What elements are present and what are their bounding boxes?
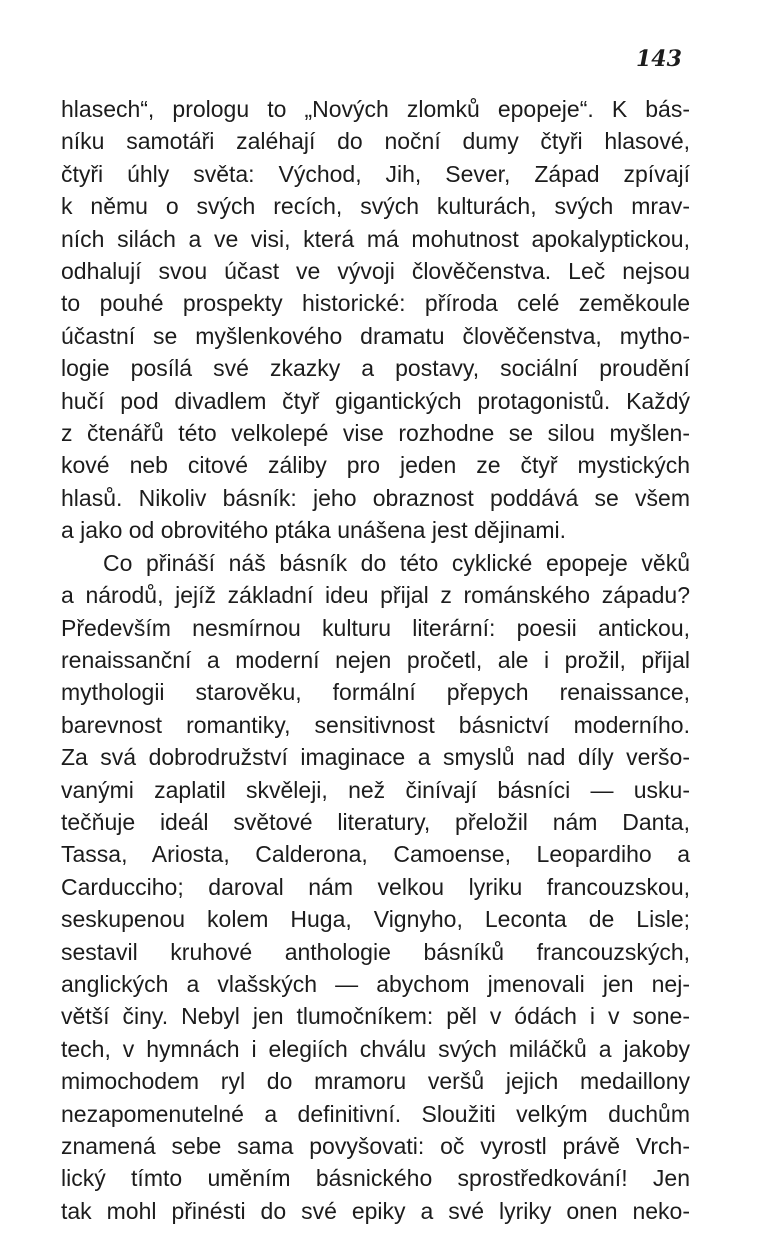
text-line: hlasů. Nikoliv básník: jeho obraznost poddává se všem: [61, 484, 690, 511]
text-line: Za svá dobrodružství imaginace a smyslů nad díly veršo-: [61, 744, 690, 771]
text-line: logie posílá své zkazky a postavy, sociální proudění: [61, 355, 690, 382]
text-line: anglických a vlašských — abychom jmenovali jen nej-: [61, 970, 690, 997]
text-line: Tassa, Ariosta, Calderona, Camoense, Leopardiho a: [61, 841, 690, 868]
text-line: účastní se myšlenkového dramatu člověčenstva, mytho-: [61, 322, 690, 349]
text-line: Carducciho; daroval nám velkou lyriku francouzskou,: [61, 873, 690, 900]
text-line: větší činy. Nebyl jen tlumočníkem: pěl v ódách i v sone-: [61, 1003, 690, 1030]
text-line: renaissanční a moderní nejen pročetl, ale i prožil, přijal: [61, 646, 690, 673]
body-text: [61, 93, 690, 1227]
text-line: kové neb citové záliby pro jeden ze čtyř mystických: [61, 452, 690, 479]
text-line: čtyři úhly světa: Východ, Jih, Sever, Západ zpívají: [61, 160, 690, 187]
text-line: odhalují svou účast ve vývoji člověčenstva. Leč nejsou: [61, 258, 690, 285]
text-line: barevnost romantiky, sensitivnost básnictví moderního.: [61, 711, 690, 738]
text-line: níku samotáři zaléhají do noční dumy čtyři hlasové,: [61, 128, 690, 155]
text-line: mythologii starověku, formální přepych renaissance,: [61, 679, 690, 706]
text-line: a jako od obrovitého ptáka unášena jest dějinami.: [61, 517, 567, 544]
text-line: k němu o svých recích, svých kulturách, svých mrav-: [61, 193, 690, 220]
text-line: znamená sebe sama povyšovati: oč vyrostl právě Vrch-: [61, 1133, 690, 1159]
text-line: vanými zaplatil skvěleji, než činívají básníci — usku-: [61, 776, 690, 803]
text-line: ních silách a ve visi, která má mohutnost apokalyptickou,: [61, 225, 690, 252]
text-line: lický tímto uměním básnického sprostředkování! Jen: [61, 1165, 690, 1192]
page-number: 143: [636, 46, 682, 72]
text-line: seskupenou kolem Huga, Vignyho, Leconta de Lisle;: [61, 906, 690, 933]
text-line: Co přináší náš básník do této cyklické epopeje věků: [103, 549, 690, 576]
text-line: tech, v hymnách i elegiích chválu svých miláčků a jakoby: [61, 1035, 690, 1062]
text-line: a národů, jejíž základní ideu přijal z románského západu?: [61, 582, 690, 609]
text-line: Především nesmírnou kulturu literární: poesii antickou,: [61, 614, 690, 641]
text-line: sestavil kruhové anthologie básníků francouzských,: [61, 938, 690, 965]
text-line: mimochodem ryl do mramoru veršů jejich medaillony: [61, 1068, 690, 1095]
text-line: hučí pod divadlem čtyř gigantických protagonistů. Každý: [61, 387, 690, 414]
text-line: nezapomenutelné a definitivní. Sloužiti velkým duchům: [61, 1100, 690, 1127]
text-line: z čtenářů této velkolepé vise rozhodne se silou myšlen-: [61, 420, 690, 447]
text-line: to pouhé prospekty historické: příroda celé zeměkoule: [61, 290, 690, 317]
text-line: tečňuje ideál světové literatury, přeložil nám Danta,: [61, 808, 690, 835]
text-line: hlasech“, prologu to „Nových zlomků epopeje“. K bás-: [61, 96, 690, 122]
text-line: tak mohl přinésti do své epiky a své lyriky onen neko-: [61, 1197, 690, 1224]
